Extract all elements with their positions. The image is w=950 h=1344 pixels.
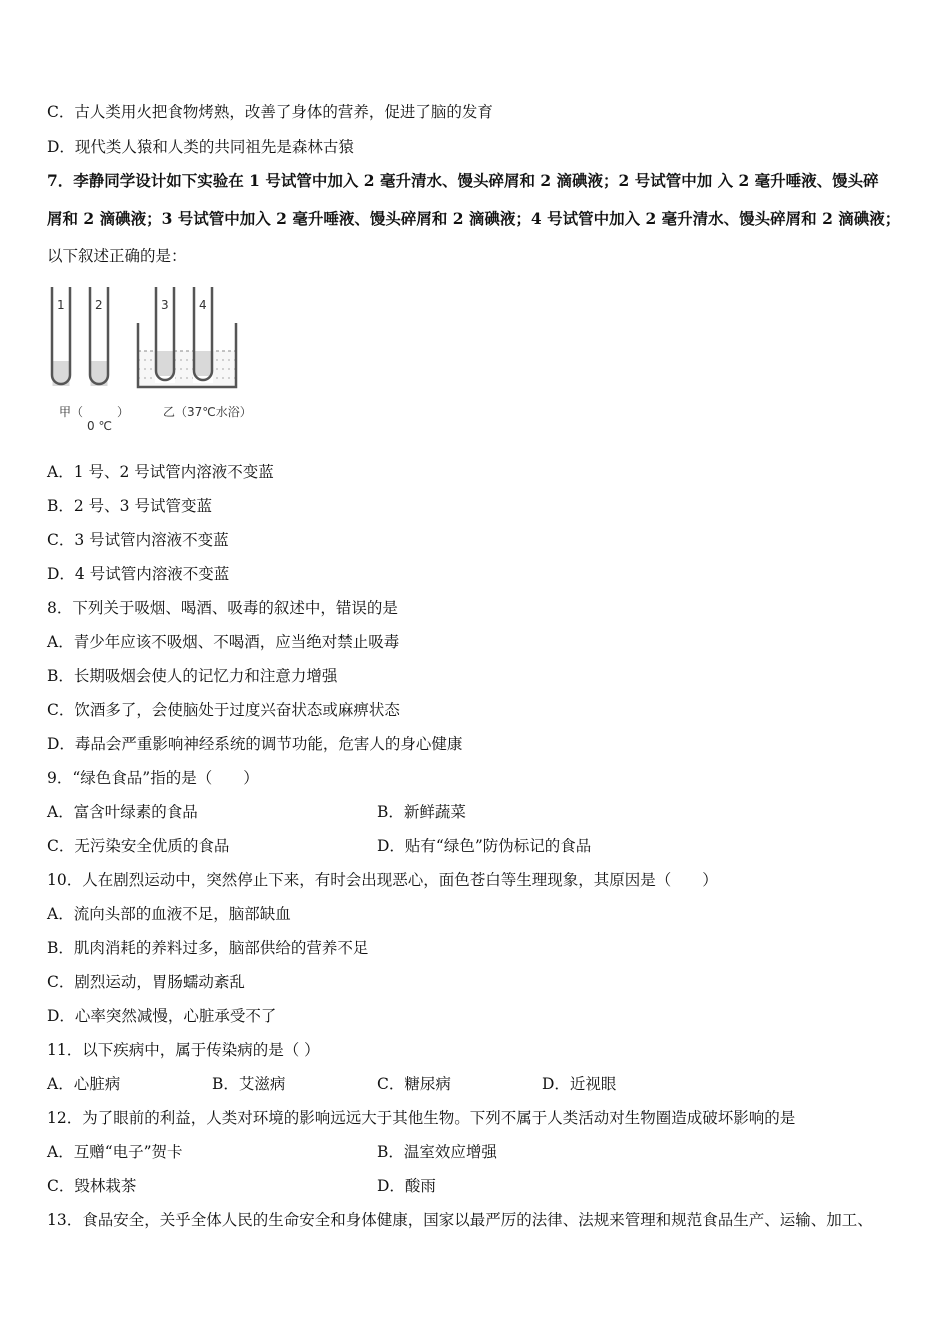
q10-stem: 10．人在剧烈运动中，突然停止下来，有时会出现恶心，面色苍白等生理现象，其原因是（ ） [47, 871, 718, 889]
q8-option-a: A．青少年应该不吸烟、不喝酒，应当绝对禁止吸毒 [47, 633, 400, 651]
q8-option-d: D．毒品会严重影响神经系统的调节功能，危害人的身心健康 [47, 735, 463, 753]
q10-option-c: C．剧烈运动，胃肠蠕动紊乱 [47, 973, 245, 991]
q9-option-c: C．无污染安全优质的食品 [47, 837, 230, 855]
q11-option-d: D．近视眼 [542, 1075, 617, 1093]
q8-option-b: B．长期吸烟会使人的记忆力和注意力增强 [47, 667, 338, 685]
tube-1-number: 1 [57, 298, 65, 312]
test-tube-figure [45, 283, 275, 438]
water-bath-beaker-icon [138, 323, 236, 387]
q9-stem: 9．“绿色食品”指的是（ ） [47, 769, 259, 787]
q7-option-b: B．2 号、3 号试管变蓝 [47, 497, 212, 515]
q7-option-d: D．4 号试管内溶液不变蓝 [47, 565, 230, 583]
q10-option-a: A．流向头部的血液不足，脑部缺血 [47, 905, 291, 923]
tube-2-number: 2 [95, 298, 103, 312]
q9-option-a: A．富含叶绿素的食品 [47, 803, 198, 821]
q12-option-a: A．互赠“电子”贺卡 [47, 1143, 183, 1161]
q9-option-b: B．新鲜蔬菜 [377, 803, 466, 821]
q12-option-c: C．毁林栽茶 [47, 1177, 137, 1195]
q6-option-c: C．古人类用火把食物烤熟，改善了身体的营养，促进了脑的发育 [47, 103, 493, 121]
q7-option-c: C．3 号试管内溶液不变蓝 [47, 531, 229, 549]
tube-3-number: 3 [161, 298, 169, 312]
q7-stem-line-1: 7．李静同学设计如下实验在 1 号试管中加入 2 毫升清水、馒头碎屑和 2 滴碘液；2 号试管中加 入 2 毫升唾液、馒头碎 [47, 171, 879, 190]
q11-option-b: B．艾滋病 [212, 1075, 286, 1093]
q8-stem: 8．下列关于吸烟、喝酒、吸毒的叙述中，错误的是 [47, 599, 398, 617]
q11-stem: 11．以下疾病中，属于传染病的是（ ） [47, 1041, 320, 1059]
q12-stem: 12．为了眼前的利益，人类对环境的影响远远大于其他生物。下列不属于人类活动对生物圈造成破坏影响的是 [47, 1109, 796, 1127]
q6-option-d: D．现代类人猿和人类的共同祖先是森林古猿 [47, 138, 354, 156]
label-group-jia: 甲（ [59, 405, 84, 419]
tube-4-number: 4 [199, 298, 207, 312]
q13-stem: 13．食品安全，关乎全体人民的生命安全和身体健康，国家以最严厉的法律、法规来管理和规范食品生产、运输、加工、 [47, 1211, 873, 1229]
q11-option-a: A．心脏病 [47, 1075, 121, 1093]
q12-option-d: D．酸雨 [377, 1177, 436, 1195]
q7-stem-line-2: 屑和 2 滴碘液；3 号试管中加入 2 毫升唾液、馒头碎屑和 2 滴碘液；4 号试管中加入 2 毫升清水、馒头碎屑和 2 滴碘液； [47, 209, 901, 228]
q7-stem-line-3: 以下叙述正确的是： [47, 247, 187, 265]
q12-option-b: B．温室效应增强 [377, 1143, 497, 1161]
q9-option-d: D．贴有“绿色”防伪标记的食品 [377, 837, 592, 855]
q8-option-c: C．饮酒多了，会使脑处于过度兴奋状态或麻痹状态 [47, 701, 400, 719]
q10-option-d: D．心率突然减慢，心脏承受不了 [47, 1007, 277, 1025]
label-group-yi: 乙（37℃水浴） [163, 405, 252, 419]
label-temperature-0c: 0 ℃ [87, 419, 112, 433]
test-tube-diagram [45, 283, 275, 398]
q11-option-c: C．糖尿病 [377, 1075, 451, 1093]
q10-option-b: B．肌肉消耗的养料过多，脑部供给的营养不足 [47, 939, 369, 957]
q7-option-a: A．1 号、2 号试管内溶液不变蓝 [47, 463, 274, 481]
label-group-jia-close: ） [117, 405, 130, 419]
